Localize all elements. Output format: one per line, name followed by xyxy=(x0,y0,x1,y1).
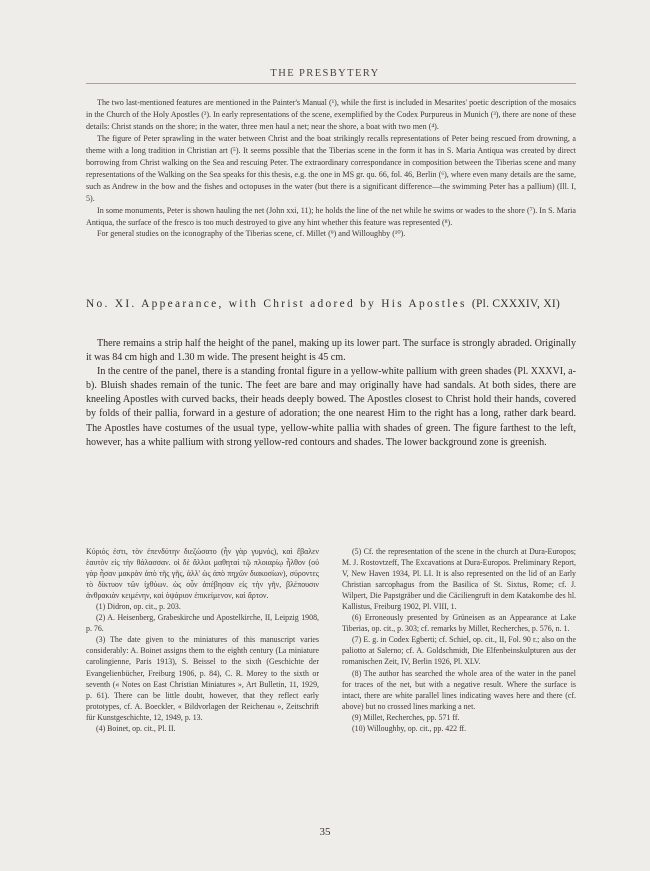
footnote: (4) Boinet, op. cit., Pl. II. xyxy=(96,723,176,733)
footnote: (8) The author has searched the whole area of the water in the panel for traces of the net, but with a negative result. Where the surface is intact, there are white parallel lines indicating waves here and there (cf. above) but no crossed lines marking a net. xyxy=(342,668,576,711)
running-head: THE PRESBYTERY xyxy=(270,68,380,79)
page-number: 35 xyxy=(319,826,331,838)
footnote: (7) E. g. in Codex Egberti; cf. Schiel, op. cit., II, Fol. 90 r.; also on the paliotto at Salerno; cf. A. Goldschmidt, Die Elfenbeinskulpturen aus der romanischen Zeit, IV, Berlin 1926, Pl. XLV. xyxy=(342,635,576,667)
body-paragraph: There remains a strip half the height of the panel, making up its lower part. The surface is strongly abraded. Originally it was 84 cm high and 1.30 m wide. The present height is 45 cm. xyxy=(86,338,576,364)
footnote: (2) A. Heisenberg, Grabeskirche und Apostelkirche, II, Leipzig 1908, p. 76. xyxy=(86,613,319,634)
section-heading-main: No. XI. Appearance, with Christ adored by His Apostles xyxy=(86,298,467,310)
upper-paragraph: For general studies on the iconography of the Tiberias scene, cf. Millet (⁹) and Willoughby (¹⁰). xyxy=(97,229,406,239)
body-text-block xyxy=(86,337,576,450)
body-paragraph: In the centre of the panel, there is a standing frontal figure in a yellow-white pallium with green shades (Pl. XXXVI, a-b). Bluish shades remain of the tunic. The feet are bare and may originally have had sandals. At both sides, there are kneeling Apostles with curved backs, their heads deeply bowed. The Apostles closest to Christ hold their hands, covered by folds of their pallia, forward in a gesture of adoration; the one nearest Him to the right has a long, rather dark beard. The Apostles have costumes of the usual type, yellow-white pallia with shades of green. The figure farthest to the left, however, has a white pallium with strong yellow-red contours and shades. The lower background zone is greenish. xyxy=(86,366,576,448)
footnote: (9) Millet, Recherches, pp. 571 ff. xyxy=(352,712,460,722)
upper-paragraph: The figure of Peter sprawling in the water between Christ and the boat strikingly recalls representations of Peter being rescued from drowning, a theme with a long tradition in Christian art (⁵). It seems possible that the Tiberias scene in the form it has in S. Maria Antiqua was created by direct borrowing from Christ walking on the Sea and rescuing Peter. The extraordinary correspondance in composition between the Tiberias scene and many representations of the Walking on the Sea speaks for this thesis, e.g. the one in MS gr. qu. 66, fol. 46, Berlin (⁶), where even many details are the same, such as Andrew in the bow and the fishes and octopuses in the water (but there is a significant difference—the swimming Peter has a pallium) (Ill. I, 5). xyxy=(86,133,576,203)
footnotes-left-column xyxy=(86,546,319,734)
section-heading xyxy=(86,296,576,312)
upper-text-block xyxy=(86,97,576,240)
footnotes-right-column xyxy=(342,546,576,734)
footnote: (6) Erroneously presented by Grüneisen as an Appearance at Lake Tiberias, op. cit., p. 303; cf. remarks by Millet, Recherches, p. 576, n. 1. xyxy=(342,613,576,634)
footnote: (5) Cf. the representation of the scene in the church at Dura-Europos; M. J. Rostovtzeff, The Excavations at Dura-Europos. Preliminary Report, V, New Haven 1934, Pl. LI. It is also represented on the lid of an Early Christian sarcophagus from the Basilica of St. Sixtus, Rome; cf. J. Wilpert, Die Papstgräber und die Cäciliengruft in dem Katakombe des hl. Kallistus, Freiburg 1902, Pl. VIII, 1. xyxy=(342,547,576,612)
upper-paragraph: The two last-mentioned features are mentioned in the Painter's Manual (¹), while the first is included in Mesarites' poetic description of the mosaics in the Church of the Holy Apostles (²). In early representations of the scene, exemplified by the Codex Purpureus in Munich (³), there are none of these details: Christ stands on the shore; in the water, three men haul a net; near the shore, a boat with two men (⁴). xyxy=(86,98,576,131)
header-rule xyxy=(86,83,576,84)
footnote: (10) Willoughby, op. cit., pp. 422 ff. xyxy=(352,723,467,733)
greek-quotation: Κύριός ἐστι, τὸν ἐπενδύτην διεζώσατο (ἦν γὰρ γυμνός), καὶ ἔβαλεν ἑαυτὸν εἰς τὴν θάλασσαν. οἱ δὲ ἄλλοι μαθηταὶ τῷ πλοιαρίῳ ἦλθον (οὐ γὰρ ἦσαν μακρὰν ἀπὸ τῆς γῆς, ἀλλ' ὡς ἀπὸ πηχῶν διακοσίων), σύροντες τὸ δίκτυον τῶν ἰχθύων. ὡς οὖν ἀπέβησαν εἰς τὴν γῆν, βλέπουσιν ἀνθρακιὰν κειμένην, καὶ ὀψάριον ἐπικείμενον, καὶ ἄρτον. xyxy=(86,547,319,601)
footnote: (3) The date given to the miniatures of this manuscript varies considerably: A. Boinet assigns them to the eighth century (La miniature carolingienne, Paris 1913), S. Beissel to the sixth (Geschichte der Evangelienbücher, Freiburg 1906, p. 84), C. R. Morey to the sixth or seventh (« Notes on East Christian Miniatures », Art Bulletin, 11, 1929, p. 61). There can be little doubt, however, that they reflect early prototypes, cf. A. Boeckler, « Bildvorlagen der Reichenau », Zeitschrift für Kunstgeschichte, 12, 1949, p. 13. xyxy=(86,635,319,722)
upper-paragraph: In some monuments, Peter is shown hauling the net (John xxi, 11); he holds the line of the net while he swims or wades to the shore (⁷). In S. Maria Antiqua, the surface of the fresco is too much destroyed to give any hint whether this feature was represented (⁸). xyxy=(86,205,576,227)
section-heading-plate-ref: (Pl. CXXXIV, XI) xyxy=(471,298,561,310)
footnote: (1) Didron, op. cit., p. 203. xyxy=(96,602,181,612)
